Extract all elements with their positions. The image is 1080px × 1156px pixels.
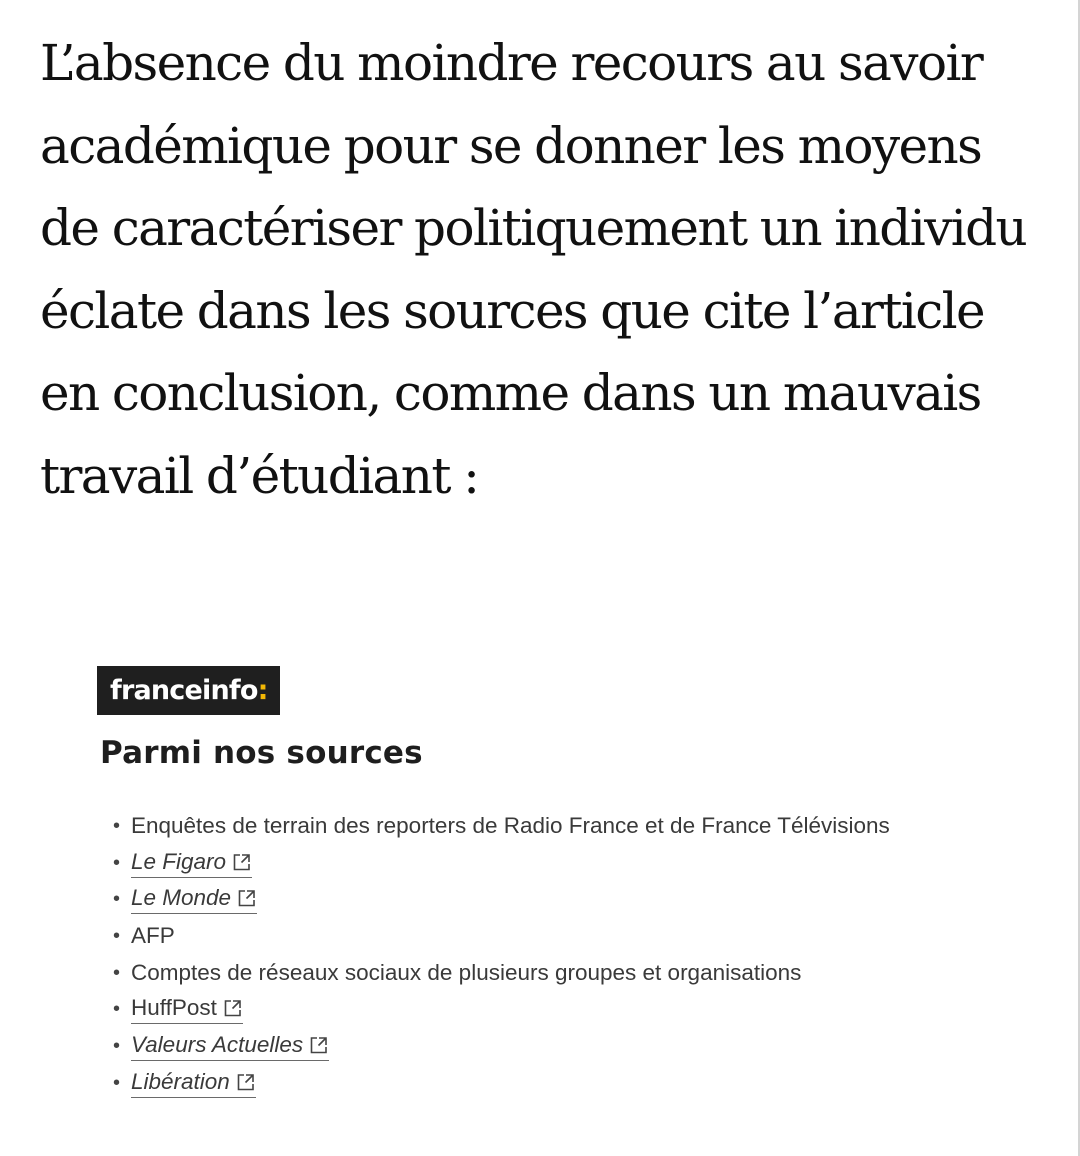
list-item xyxy=(97,958,997,995)
list-item xyxy=(97,1068,997,1105)
bullet: • xyxy=(113,1035,121,1058)
logo-text: franceinfo xyxy=(110,675,258,706)
source-link-text: Le Monde xyxy=(131,885,232,911)
bullet: • xyxy=(113,851,121,874)
external-link-icon xyxy=(309,1035,329,1055)
list-item xyxy=(97,921,997,958)
source-link-liberation[interactable] xyxy=(131,1068,256,1098)
logo-colon: : xyxy=(257,675,268,706)
sources-list xyxy=(97,811,997,1105)
bullet: • xyxy=(113,925,121,948)
bullet: • xyxy=(113,961,121,984)
external-link-icon xyxy=(223,998,243,1018)
list-item xyxy=(97,848,997,885)
bullet: • xyxy=(113,1071,121,1094)
article-paragraph: L’absence du moindre recours au savoir académique pour se donner les moyens de caractériser politiquement un individu éclate dans les sources que cite l’article en conclusion, comme dans un mauvais travail d’étudiant : xyxy=(40,34,1027,505)
bullet: • xyxy=(113,888,121,911)
bullet: • xyxy=(113,815,121,837)
source-text: AFP xyxy=(131,923,175,949)
source-link-text: Valeurs Actuelles xyxy=(131,1032,304,1058)
source-link-text: Le Figaro xyxy=(131,848,227,874)
external-link-icon xyxy=(236,1072,256,1092)
franceinfo-logo xyxy=(97,666,280,715)
external-link-icon xyxy=(232,852,252,872)
list-item xyxy=(97,811,997,848)
list-item xyxy=(97,884,997,921)
source-link-text: HuffPost xyxy=(131,995,217,1021)
source-link-le-monde[interactable] xyxy=(131,884,257,914)
external-link-icon xyxy=(237,888,257,908)
franceinfo-sources-embed xyxy=(97,666,997,1105)
bullet: • xyxy=(113,998,121,1021)
source-link-text: Libération xyxy=(131,1068,230,1094)
source-link-le-figaro[interactable] xyxy=(131,848,252,878)
sources-heading: Parmi nos sources xyxy=(100,735,423,771)
source-text: Enquêtes de terrain des reporters de Radio France et de France Télévisions xyxy=(131,813,890,838)
source-text: Comptes de réseaux sociaux de plusieurs groupes et organisations xyxy=(131,959,802,985)
list-item xyxy=(97,994,997,1031)
source-link-huffpost[interactable] xyxy=(131,994,243,1024)
source-link-valeurs-actuelles[interactable] xyxy=(131,1031,329,1061)
list-item xyxy=(97,1031,997,1068)
